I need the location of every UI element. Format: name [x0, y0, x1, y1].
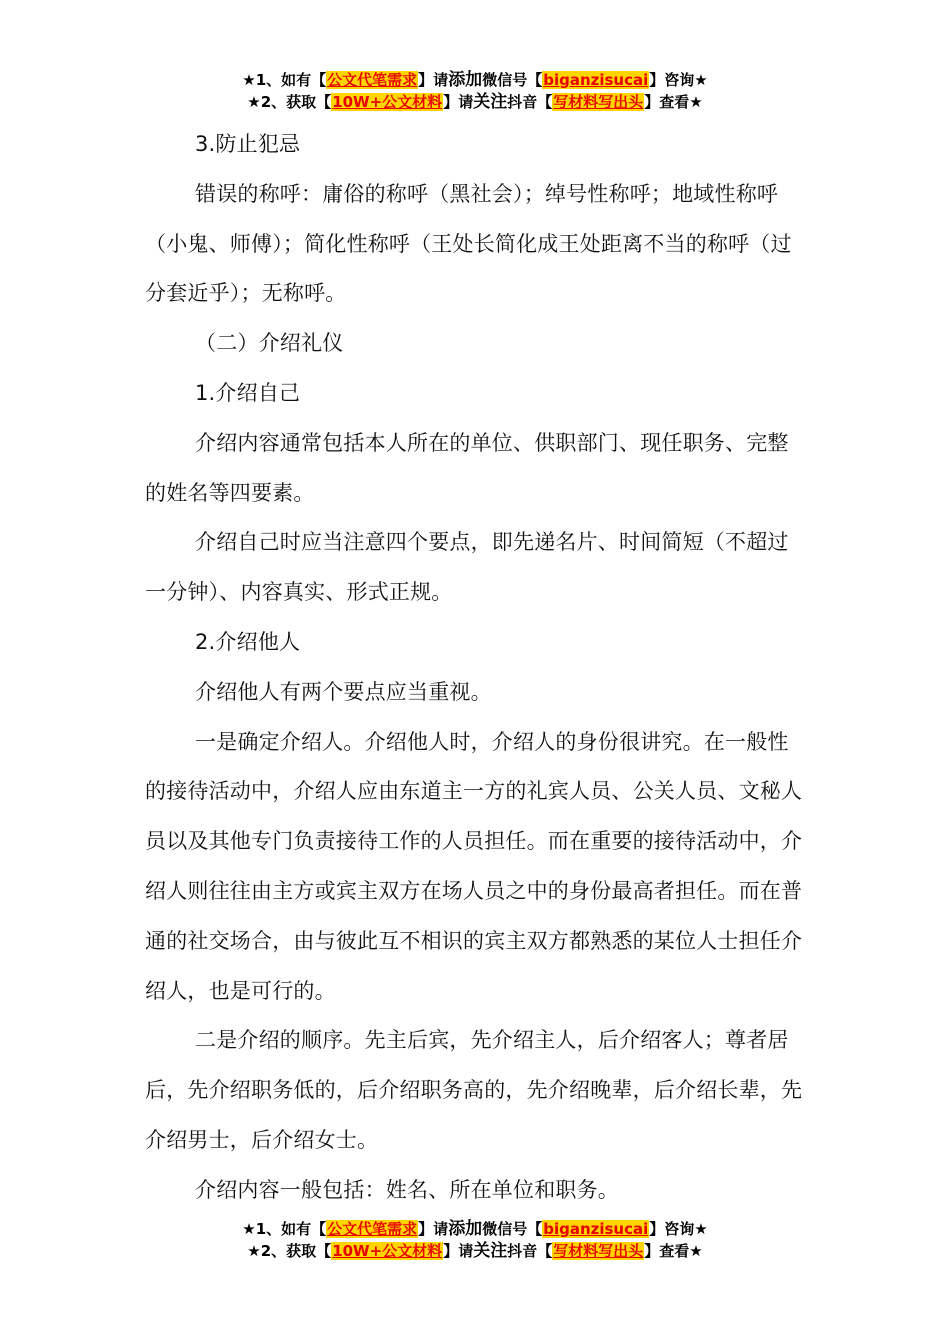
- document-body: [145, 120, 805, 1216]
- banner-text: ★2、获取【: [247, 93, 332, 111]
- banner-text: 抖音【: [507, 1242, 553, 1260]
- paragraph: 介绍自己时应当注意四个要点，即先递名片、时间简短（不超过一分钟）、内容真实、形式正规。: [145, 530, 789, 605]
- banner-text: 】查看★: [644, 1242, 703, 1260]
- banner-highlight: 10W+公文材料: [332, 93, 443, 111]
- banner-text: 微信号【: [482, 1220, 543, 1238]
- banner-text: ★1、如有【: [242, 71, 327, 89]
- banner-highlight: 10W+公文材料: [332, 1242, 443, 1260]
- paragraph: 错误的称呼：庸俗的称呼（黑社会）；绰号性称呼；地域性称呼（小鬼、师傅）；简化性称呼（王处长简化成王处距离不当的称呼（过分套近乎）；无称呼。: [145, 181, 792, 306]
- banner-line-1: [0, 69, 950, 91]
- section-heading: 2.介绍他人: [195, 629, 301, 654]
- banner-highlight: 公文代笔需求: [327, 71, 418, 89]
- paragraph: 介绍内容一般包括：姓名、所在单位和职务。: [195, 1177, 619, 1202]
- banner-highlight-douyin-id: 写材料写出头: [553, 93, 644, 111]
- top-banner: [0, 69, 950, 113]
- paragraph: 二是介绍的顺序。先主后宾，先介绍主人，后介绍客人；尊者居后，先介绍职务低的，后介绍职务高的，先介绍晚辈，后介绍长辈，先介绍男士，后介绍女士。: [145, 1028, 803, 1152]
- banner-emphasis: 添加: [448, 1219, 483, 1239]
- paragraph: 一是确定介绍人。介绍他人时，介绍人的身份很讲究。在一般性的接待活动中，介绍人应由东道主一方的礼宾人员、公关人员、文秘人员以及其他专门负责接待工作的人员担任。而在重要的接待活动中，介绍人则往往由主方或宾主双方在场人员之中的身份最高者担任。而在普通的社交场合，由与彼此互不相识的宾主双方都熟悉的某位人士担任介绍人，也是可行的。: [145, 729, 803, 1003]
- banner-text: 】请: [443, 93, 474, 111]
- banner-line-2: [0, 91, 950, 113]
- paragraph: 介绍内容通常包括本人所在的单位、供职部门、现任职务、完整的姓名等四要素。: [145, 430, 789, 505]
- banner-highlight-wechat-id: biganzisucai: [543, 71, 649, 89]
- banner-line-1: [0, 1218, 950, 1240]
- banner-text: 】咨询★: [649, 71, 708, 89]
- banner-text: ★1、如有【: [242, 1220, 327, 1238]
- banner-text: 】请: [418, 1220, 449, 1238]
- banner-text: 】查看★: [644, 93, 703, 111]
- banner-emphasis: 关注: [473, 1241, 508, 1261]
- banner-emphasis: 添加: [448, 70, 483, 90]
- banner-text: ★2、获取【: [247, 1242, 332, 1260]
- banner-text: 微信号【: [482, 71, 543, 89]
- banner-highlight-douyin-id: 写材料写出头: [553, 1242, 644, 1260]
- banner-text: 】咨询★: [649, 1220, 708, 1238]
- banner-highlight-wechat-id: biganzisucai: [543, 1220, 649, 1238]
- banner-highlight: 公文代笔需求: [327, 1220, 418, 1238]
- banner-text: 抖音【: [507, 93, 553, 111]
- banner-line-2: [0, 1240, 950, 1262]
- banner-emphasis: 关注: [473, 92, 508, 112]
- section-heading: 1.介绍自己: [195, 380, 301, 405]
- banner-text: 】请: [443, 1242, 474, 1260]
- bottom-banner: [0, 1218, 950, 1262]
- paragraph: 介绍他人有两个要点应当重视。: [195, 679, 492, 704]
- section-heading: 3.防止犯忌: [195, 132, 301, 156]
- section-heading: （二）介绍礼仪: [195, 331, 344, 356]
- banner-text: 】请: [418, 71, 449, 89]
